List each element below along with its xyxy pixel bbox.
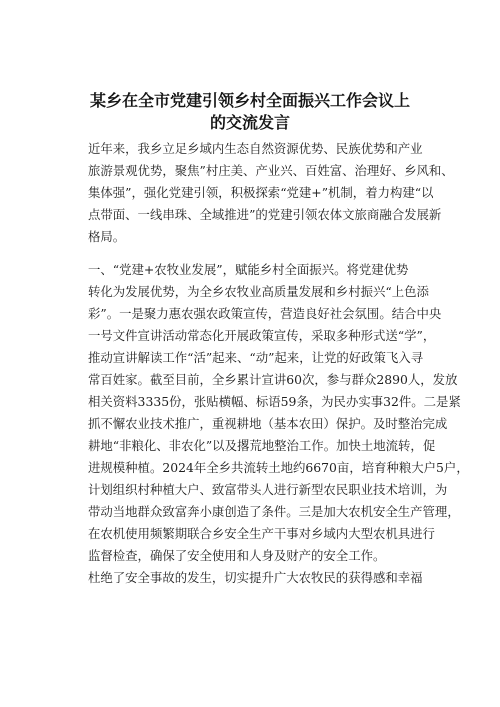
body-line: 推动宣讲解读工作“活”起来、“动”起来，让党的好政策飞入寻 bbox=[88, 350, 424, 365]
body-line: 杜绝了安全事故的发生，切实提升广大农牧民的获得感和幸福 bbox=[88, 570, 423, 585]
body-line: 常百姓家。截至目前，全乡累计宣讲60次，参与群众2890人，发放 bbox=[88, 372, 458, 387]
body-line: 点带面、一线串珠、全域推进”的党建引领农体文旅商融合发展新 bbox=[88, 207, 442, 222]
document-title-line-2: 的交流发言 bbox=[209, 113, 290, 132]
body-line: 进规模种植。2024年全乡共流转土地约6670亩，培育种粮大户5户， bbox=[88, 460, 469, 475]
body-line: 监督检查，确保了安全使用和人身及财产的安全工作。 bbox=[88, 548, 386, 563]
body-line: 计划组织村种植大户、致富带头人进行新型农民职业技术培训，为 bbox=[88, 482, 448, 497]
body-line: 近年来，我乡立足乡域内生态自然资源优势、民族优势和产业 bbox=[88, 141, 423, 156]
document-title-line-1: 某乡在全市党建引领乡村全面振兴工作会议上 bbox=[89, 91, 410, 110]
body-line: 耕地“非粮化、非农化”以及撂荒地整治工作。加快土地流转，促 bbox=[88, 438, 436, 453]
body-line: 彩”。一是聚力惠农强农政策宣传，营造良好社会氛围。结合中央 bbox=[88, 306, 442, 321]
body-line: 一、“党建+农牧业发展”，赋能乡村全面振兴。将党建优势 bbox=[88, 262, 409, 277]
body-line: 一号文件宣讲活动常态化开展政策宣传，采取多种形式送“学”， bbox=[88, 328, 436, 343]
body-line: 旅游景观优势，聚焦”村庄美、产业兴、百姓富、治理好、乡风和、 bbox=[88, 163, 454, 178]
body-line: 集体强”，强化党建引领，积极探索“党建+”机制，着力构建“以 bbox=[88, 185, 434, 200]
body-line: 在农机使用频繁期联合乡安全生产干事对乡域内大型农机具进行 bbox=[88, 526, 435, 541]
body-line: 格局。 bbox=[88, 229, 126, 244]
body-line: 抓不懈农业技术推广，重视耕地（基本农田）保护。及时整治完成 bbox=[88, 416, 448, 431]
body-line: 相关资料3335份，张贴横幅、标语59条，为民办实事32件。二是紧 bbox=[88, 394, 461, 409]
body-line: 带动当地群众致富奔小康创造了条件。三是加大农机安全生产管理， bbox=[88, 504, 460, 519]
body-line: 转化为发展优势，为全乡农牧业高质量发展和乡村振兴“上色添 bbox=[88, 284, 429, 299]
